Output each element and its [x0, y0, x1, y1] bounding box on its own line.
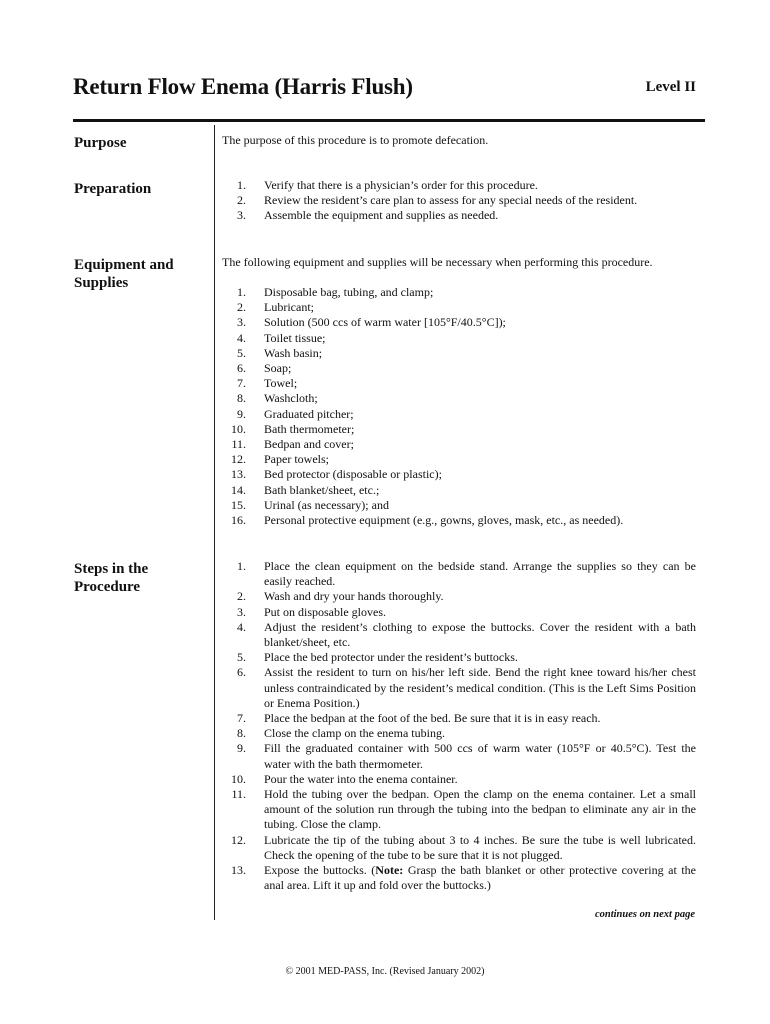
- list-item: [222, 513, 696, 528]
- item-text: Disposable bag, tubing, and clamp;: [264, 285, 434, 299]
- item-number: 10.: [231, 421, 246, 436]
- list-item: [222, 437, 696, 452]
- item-text: Place the bedpan at the foot of the bed. Be sure that it is in easy reach.: [264, 711, 601, 726]
- list-item: [222, 665, 696, 711]
- item-text: Wash basin;: [264, 345, 323, 360]
- item-text: Bath thermometer;: [264, 421, 355, 436]
- list-item: [222, 787, 696, 833]
- list-item: [222, 178, 696, 193]
- list-item: [222, 315, 696, 330]
- item-number: 16.: [231, 513, 246, 528]
- item-text: Bed protector (disposable or plastic);: [264, 467, 442, 482]
- item-number: 2.: [237, 300, 246, 315]
- item-text: Close the clamp on the enema tubing.: [264, 726, 445, 741]
- item-text: Personal protective equipment (e.g., gowns, gloves, mask, etc., as needed).: [264, 513, 624, 528]
- item-number: 5.: [237, 345, 246, 360]
- list-item: [222, 620, 696, 650]
- note-label: Note:: [375, 863, 404, 878]
- list-item: [222, 361, 696, 376]
- item-number: 8.: [237, 391, 246, 406]
- purpose-text: The purpose of this procedure is to promote defecation.: [222, 133, 489, 147]
- list-item: [222, 650, 696, 665]
- item-number: 6.: [237, 665, 246, 680]
- item-text: Paper towels;: [264, 452, 329, 467]
- item-number: 9.: [237, 406, 246, 421]
- list-item: [222, 331, 696, 346]
- item-text: Assist the resident to turn on his/her left side. Bend the right knee toward his/her chest unless contraindicated by the resident’s medical condition. (This is the Left Sims Position or Enema Position.): [264, 665, 696, 710]
- item-number: 1.: [237, 178, 246, 192]
- purpose-heading: Purpose: [74, 135, 127, 151]
- item-number: 6.: [237, 361, 246, 376]
- list-item: [222, 346, 696, 361]
- item-number: 9.: [237, 741, 246, 756]
- list-item: [222, 208, 696, 223]
- item-text: Fill the graduated container with 500 ccs of warm water (105°F or 40.5°C). Test the water with the bath thermometer.: [264, 741, 696, 771]
- list-item: [222, 376, 696, 391]
- steps-heading: Steps in the Procedure: [74, 561, 149, 595]
- item-number: 10.: [231, 771, 246, 786]
- list-item: [222, 863, 696, 893]
- item-text: Hold the tubing over the bedpan. Open the clamp on the enema container. Let a small amount of the solution run through the tubing into the bedpan to eliminate any air in the tubing. Close the clamp.: [264, 787, 696, 832]
- item-number: 7.: [237, 376, 246, 391]
- list-item: [222, 833, 696, 863]
- list-item: [222, 483, 696, 498]
- list-item: [222, 772, 696, 787]
- list-item: [222, 300, 696, 315]
- item-number: 8.: [237, 726, 246, 741]
- item-number: 3.: [237, 208, 246, 223]
- item-number: 2.: [237, 589, 246, 604]
- preparation-list: [222, 178, 696, 224]
- steps-list: [222, 559, 696, 893]
- copyright-footer: © 2001 MED-PASS, Inc. (Revised January 2002): [285, 966, 485, 977]
- item-text: Lubricate the tip of the tubing about 3 to 4 inches. Be sure the tube is well lubricated. Check the opening of the tube to be sure that it is not plugged.: [264, 832, 696, 862]
- equipment-list: [222, 285, 696, 528]
- item-text: Verify that there is a physician’s order for this procedure.: [264, 178, 538, 192]
- item-text: [264, 863, 696, 893]
- item-number: 3.: [237, 315, 246, 330]
- column-divider: [214, 125, 215, 920]
- item-number: 2.: [237, 193, 246, 208]
- equipment-heading: Equipment and Supplies: [74, 257, 174, 291]
- item-text: Review the resident’s care plan to assess for any special needs of the resident.: [264, 193, 638, 208]
- item-number: 12.: [231, 452, 246, 467]
- list-item: [222, 391, 696, 406]
- item-text: Towel;: [264, 376, 298, 391]
- item-text: Urinal (as necessary); and: [264, 497, 389, 512]
- item-text: Adjust the resident’s clothing to expose the buttocks. Cover the resident with a bath blanket/sheet, etc.: [264, 619, 696, 650]
- item-number: 11.: [231, 437, 246, 452]
- item-number: 12.: [231, 832, 246, 847]
- item-text: Lubricant;: [264, 300, 314, 315]
- list-item: [222, 559, 696, 589]
- list-item: [222, 452, 696, 467]
- title-rule: [73, 119, 705, 122]
- item-text: Solution (500 ccs of warm water [105°F/40.5°C]);: [264, 315, 506, 330]
- preparation-heading: Preparation: [74, 181, 152, 197]
- item-number: 4.: [237, 330, 246, 345]
- item-number: 5.: [237, 650, 246, 665]
- list-item: [222, 589, 696, 604]
- item-text: Place the bed protector under the resident’s buttocks.: [264, 650, 518, 665]
- list-item: [222, 422, 696, 437]
- level-label: Level II: [645, 79, 696, 95]
- item-number: 13.: [231, 467, 246, 482]
- item-number: 7.: [237, 711, 246, 726]
- item-text-after: Grasp the bath blanket or other protective covering at the anal area. Lift it up and fold over the buttocks.): [264, 863, 696, 893]
- list-item: [222, 726, 696, 741]
- item-text: Pour the water into the enema container.: [264, 771, 458, 786]
- continues-note: continues on next page: [594, 909, 695, 920]
- item-text: Graduated pitcher;: [264, 406, 354, 421]
- item-text: Put on disposable gloves.: [264, 604, 386, 619]
- list-item: [222, 741, 696, 771]
- list-item: [222, 193, 696, 208]
- item-text-before: Expose the buttocks. (: [264, 863, 376, 878]
- item-number: 14.: [231, 482, 246, 497]
- item-number: 1.: [237, 285, 246, 299]
- item-text: Assemble the equipment and supplies as needed.: [264, 208, 499, 223]
- list-item: [222, 605, 696, 620]
- item-number: 15.: [231, 497, 246, 512]
- item-text: Toilet tissue;: [264, 330, 326, 345]
- item-text: Bath blanket/sheet, etc.;: [264, 482, 380, 497]
- item-number: 11.: [231, 787, 246, 802]
- item-text: Place the clean equipment on the bedside stand. Arrange the supplies so they can be easily reached.: [264, 559, 696, 589]
- list-item: [222, 498, 696, 513]
- item-number: 1.: [237, 559, 246, 573]
- item-number: 3.: [237, 604, 246, 619]
- document-title: Return Flow Enema (Harris Flush): [73, 74, 413, 99]
- list-item: [222, 467, 696, 482]
- item-text: Soap;: [264, 361, 292, 376]
- list-item: [222, 711, 696, 726]
- item-number: 4.: [237, 619, 246, 634]
- item-number: 13.: [231, 863, 246, 878]
- list-item: [222, 407, 696, 422]
- list-item: [222, 285, 696, 300]
- item-text: Bedpan and cover;: [264, 437, 354, 452]
- item-text: Washcloth;: [264, 391, 318, 406]
- equipment-intro: The following equipment and supplies will be necessary when performing this procedure.: [222, 255, 653, 269]
- item-text: Wash and dry your hands thoroughly.: [264, 589, 444, 604]
